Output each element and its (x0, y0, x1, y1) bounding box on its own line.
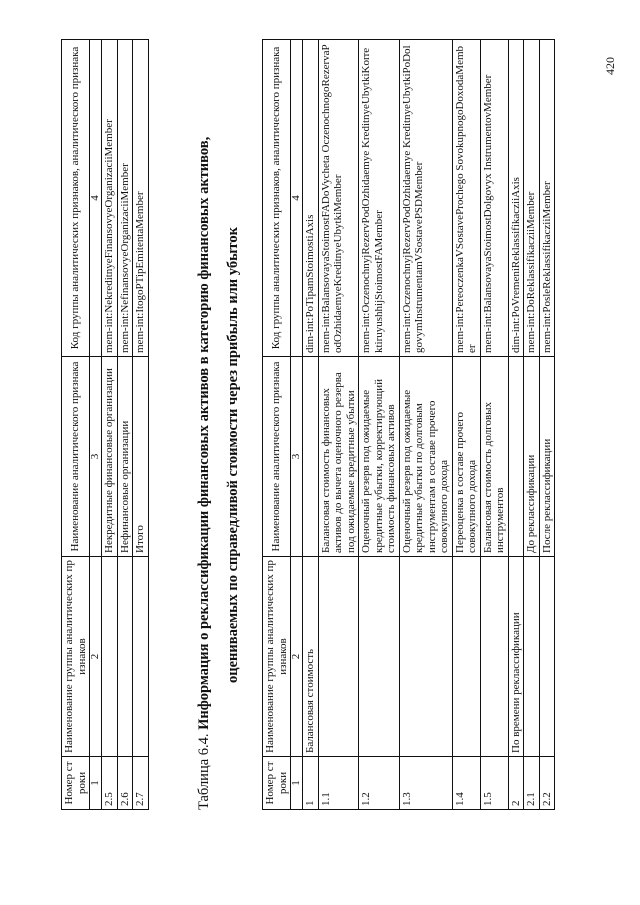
table-title-prefix: Таблица 6.4. (196, 733, 212, 810)
table-reclassification (262, 39, 555, 810)
row-group (117, 557, 133, 757)
row-number: 2.6 (117, 757, 133, 810)
col-number: 3 (90, 357, 102, 557)
row-name: До реклассификации (524, 357, 540, 557)
row-group: Балансовая стоимость (303, 557, 319, 757)
table-row (303, 40, 319, 810)
row-name: Балансовая стоимость финансовых активов до вычета оценочного резерва под ожидаемые кредитные убытки (318, 357, 359, 557)
table-row (508, 40, 524, 810)
row-group (480, 557, 508, 757)
row-code: mem-int:NefinansovyeOrganizaciiMember (117, 40, 133, 357)
row-code: mem-int:OczenochnyjRezervPodOzhidaemye KreditnyeUbytkiPoDolgovymInstrumentamVSostavePSDMember (399, 40, 452, 357)
row-name: Переоценка в составе прочего совокупного дохода (452, 357, 480, 557)
page-number: 420 (603, 57, 617, 75)
row-name (508, 357, 524, 557)
row-code: mem-int:BalansovayaStoimostDolgovyx InstrumentovMember (480, 40, 508, 357)
row-group (318, 557, 359, 757)
row-number: 1.1 (318, 757, 359, 810)
col-header-name: Наименование аналитического признака (62, 357, 90, 557)
table-row (133, 40, 149, 810)
row-number: 2 (508, 757, 524, 810)
table-column-numbers-row (90, 40, 102, 810)
row-name (303, 357, 319, 557)
row-number: 1.2 (359, 757, 400, 810)
table-row (117, 40, 133, 810)
col-number: 3 (291, 357, 303, 557)
col-header-name: Наименование аналитического признака (263, 357, 291, 557)
table-top (61, 39, 149, 810)
row-code: mem-int:DoReklassifikacziiMember (524, 40, 540, 357)
table-title-text: Информация о реклассификации финансовых активов в категорию финансовых активов, (196, 136, 212, 730)
col-number: 2 (90, 557, 102, 757)
col-header-group: Наименование группы аналитических признаков (263, 557, 291, 757)
table-row (539, 40, 555, 810)
row-name: Некредитные финансовые организации (102, 357, 118, 557)
row-number: 2.2 (539, 757, 555, 810)
row-code: dim-int:PoTipamStoimostiAxis (303, 40, 319, 357)
row-number: 2.7 (133, 757, 149, 810)
row-group (359, 557, 400, 757)
col-number: 4 (291, 40, 303, 357)
row-name: Оценочный резерв под ожидаемые кредитные убытки по долговым инструментам в составе прочего совокупного дохода (399, 357, 452, 557)
row-number: 2.1 (524, 757, 540, 810)
row-number: 2.5 (102, 757, 118, 810)
table-header-row (263, 40, 291, 810)
table-row (452, 40, 480, 810)
row-group (452, 557, 480, 757)
col-number: 2 (291, 557, 303, 757)
col-number: 1 (291, 757, 303, 810)
table-row (524, 40, 540, 810)
row-code: dim-int:PoVremeniReklassifikacziiAxis (508, 40, 524, 357)
row-group (539, 557, 555, 757)
row-group (102, 557, 118, 757)
col-number: 1 (90, 757, 102, 810)
row-group (524, 557, 540, 757)
table-row (102, 40, 118, 810)
row-name: Итого (133, 357, 149, 557)
row-name: Балансовая стоимость долговых инструментов (480, 357, 508, 557)
row-number: 1 (303, 757, 319, 810)
row-name: Нефинансовые организации (117, 357, 133, 557)
table-row (399, 40, 452, 810)
table-row (318, 40, 359, 810)
row-number: 1.4 (452, 757, 480, 810)
row-group (399, 557, 452, 757)
row-group: По времени реклассификации (508, 557, 524, 757)
col-header-number: Номер строки (62, 757, 90, 810)
row-code: mem-int:OczenochnyjRezervPodOzhidaemye KreditnyeUbytkiKorrektiruyushhijStoimostFAMember (359, 40, 400, 357)
row-code: mem-int:PosleReklassifikacziiMember (539, 40, 555, 357)
table-column-numbers-row (291, 40, 303, 810)
col-header-number: Номер строки (263, 757, 291, 810)
col-header-group: Наименование группы аналитических признаков (62, 557, 90, 757)
table-header-row (62, 40, 90, 810)
table-row (480, 40, 508, 810)
row-code: mem-int:NekreditnyeFinansovyeOrganizaciiMember (102, 40, 118, 357)
col-header-code: Код группы аналитических признаков, аналитического признака (263, 40, 291, 357)
row-name: Оценочный резерв под ожидаемые кредитные убытки, корректирующий стоимость финансовых активов (359, 357, 400, 557)
col-number: 4 (90, 40, 102, 357)
table-row (359, 40, 400, 810)
row-number: 1.3 (399, 757, 452, 810)
row-code: mem-int:ItogoPTipEmitentaMember (133, 40, 149, 357)
table-title-line2: оцениваемых по справедливой стоимости через прибыль или убыток (225, 227, 241, 683)
row-number: 1.5 (480, 757, 508, 810)
row-name: После реклассификации (539, 357, 555, 557)
row-code: mem-int:BalansovayaStoimostFADoVycheta OczenochnogoRezervaPodOzhidaemyeKreditnyeUbytkiMember (318, 40, 359, 357)
row-group (133, 557, 149, 757)
table-title-line1 (196, 40, 213, 810)
row-code: mem-int:PereoczenkaVSostaveProchego SovokupnogoDoxodaMember (452, 40, 480, 357)
col-header-code: Код группы аналитических признаков, аналитического признака (62, 40, 90, 357)
